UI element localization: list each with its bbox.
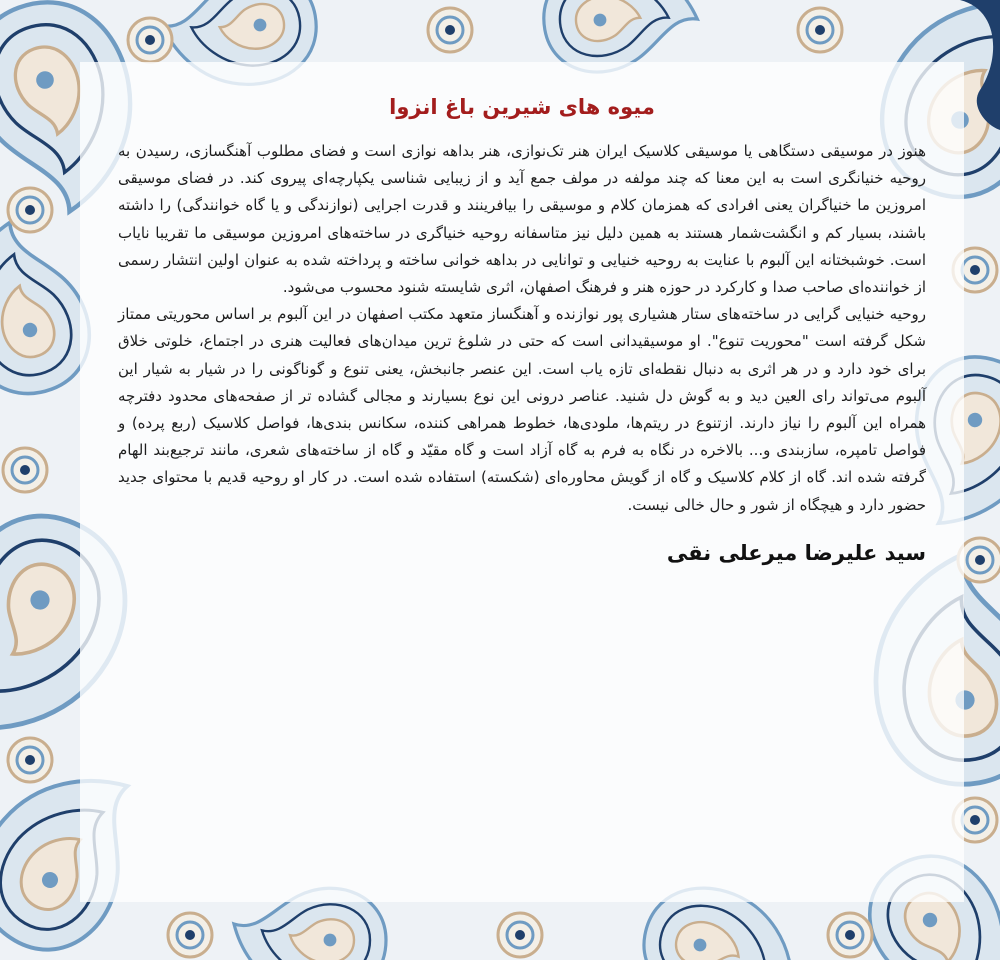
paragraph-2: روحیه خنیایی گرایی در ساخته‌های ستار هشیاری پور نوازنده و آهنگساز متعهد مکتب اصفهان در این آلبوم بر اساس محوریتی ممتاز شکل گرفته است "محوریت تنوع". او موسیقیدانی است که حتی در شلوغ ترین میدان‌های فعالیت هنری در اجتماع، خلوتی خلاق برای خود دارد و در هر اثری به دنبال نقطه‌ای تازه یاب است. این عنصر جانبخش، یعنی تنوع و گوناگونی را در شیار به شیار این آلبوم می‌تواند رای العین دید و به گوش دل شنید. عناصر درونی این نوع بسیارند و مجالی گشاده تر از صفحه‌های محدود دفترچه همراه این آلبوم را نیاز دارند. ازتنوع در ریتم‌ها، ملودی‌ها، خطوط همراهی کننده، سکانس بندی‌ها، فواصل کلاسیک (ربع پرده) و فواصل تامپره، سازبندی و... بالاخره در نگاه به فرم به گاه آزاد است و گاه مقیّد و گاه از ساخته‌های شعری، مانند ترجیع‌بند الهام گرفته شده اند. گاه از کلام کلاسیک و گاه از گویش محاوره‌ای (شکسته) استفاده شده است. در کار او روحیه قدیم با محتوای جدید حضور دارد و هیچگاه از شور و حال خالی نیست. [118, 305, 926, 514]
article-body [118, 138, 926, 519]
text-panel [80, 62, 964, 902]
paragraph-1: هنوز در موسیقی دستگاهی یا موسیقی کلاسیک ایران هنر تک‌نوازی، هنر بداهه نوازی است و فضای مطلوب آهنگسازی، رسیدن به روحیه خنیانگری است به این معنا که چند مولفه در مولف جمع آید و از زیبایی شناسی یکپارچه‌ای پیروی کند. در فضای موسیقی امروزین ما خنیاگران یعنی افرادی که همزمان کلام و موسیقی را بیافرینند و قدرت اجرایی (نوازندگی و یا گاه خوانندگی) را داشته باشند، بسیار کم و انگشت‌شمار هستند به همین دلیل نیز متاسفانه روحیه خنیاگری در ساخته‌های امروزین موسیقی ما تقریبا نایاب است. خوشبختانه این آلبوم با عنایت به روحیه خنیایی و توانایی در بداهه خوانی ساخته و پرداخته شده به عنوان اولین انتشار رسمی از خواننده‌ای صاحب صدا و کارکرد در حوزه هنر و فرهنگ اصفهان، اثری شایسته شنود محسوب می‌شود. [118, 142, 926, 297]
article-title: میوه های شیرین باغ انزوا [389, 95, 655, 119]
author-signature: سید علیرضا میرعلی نقی [666, 540, 926, 565]
